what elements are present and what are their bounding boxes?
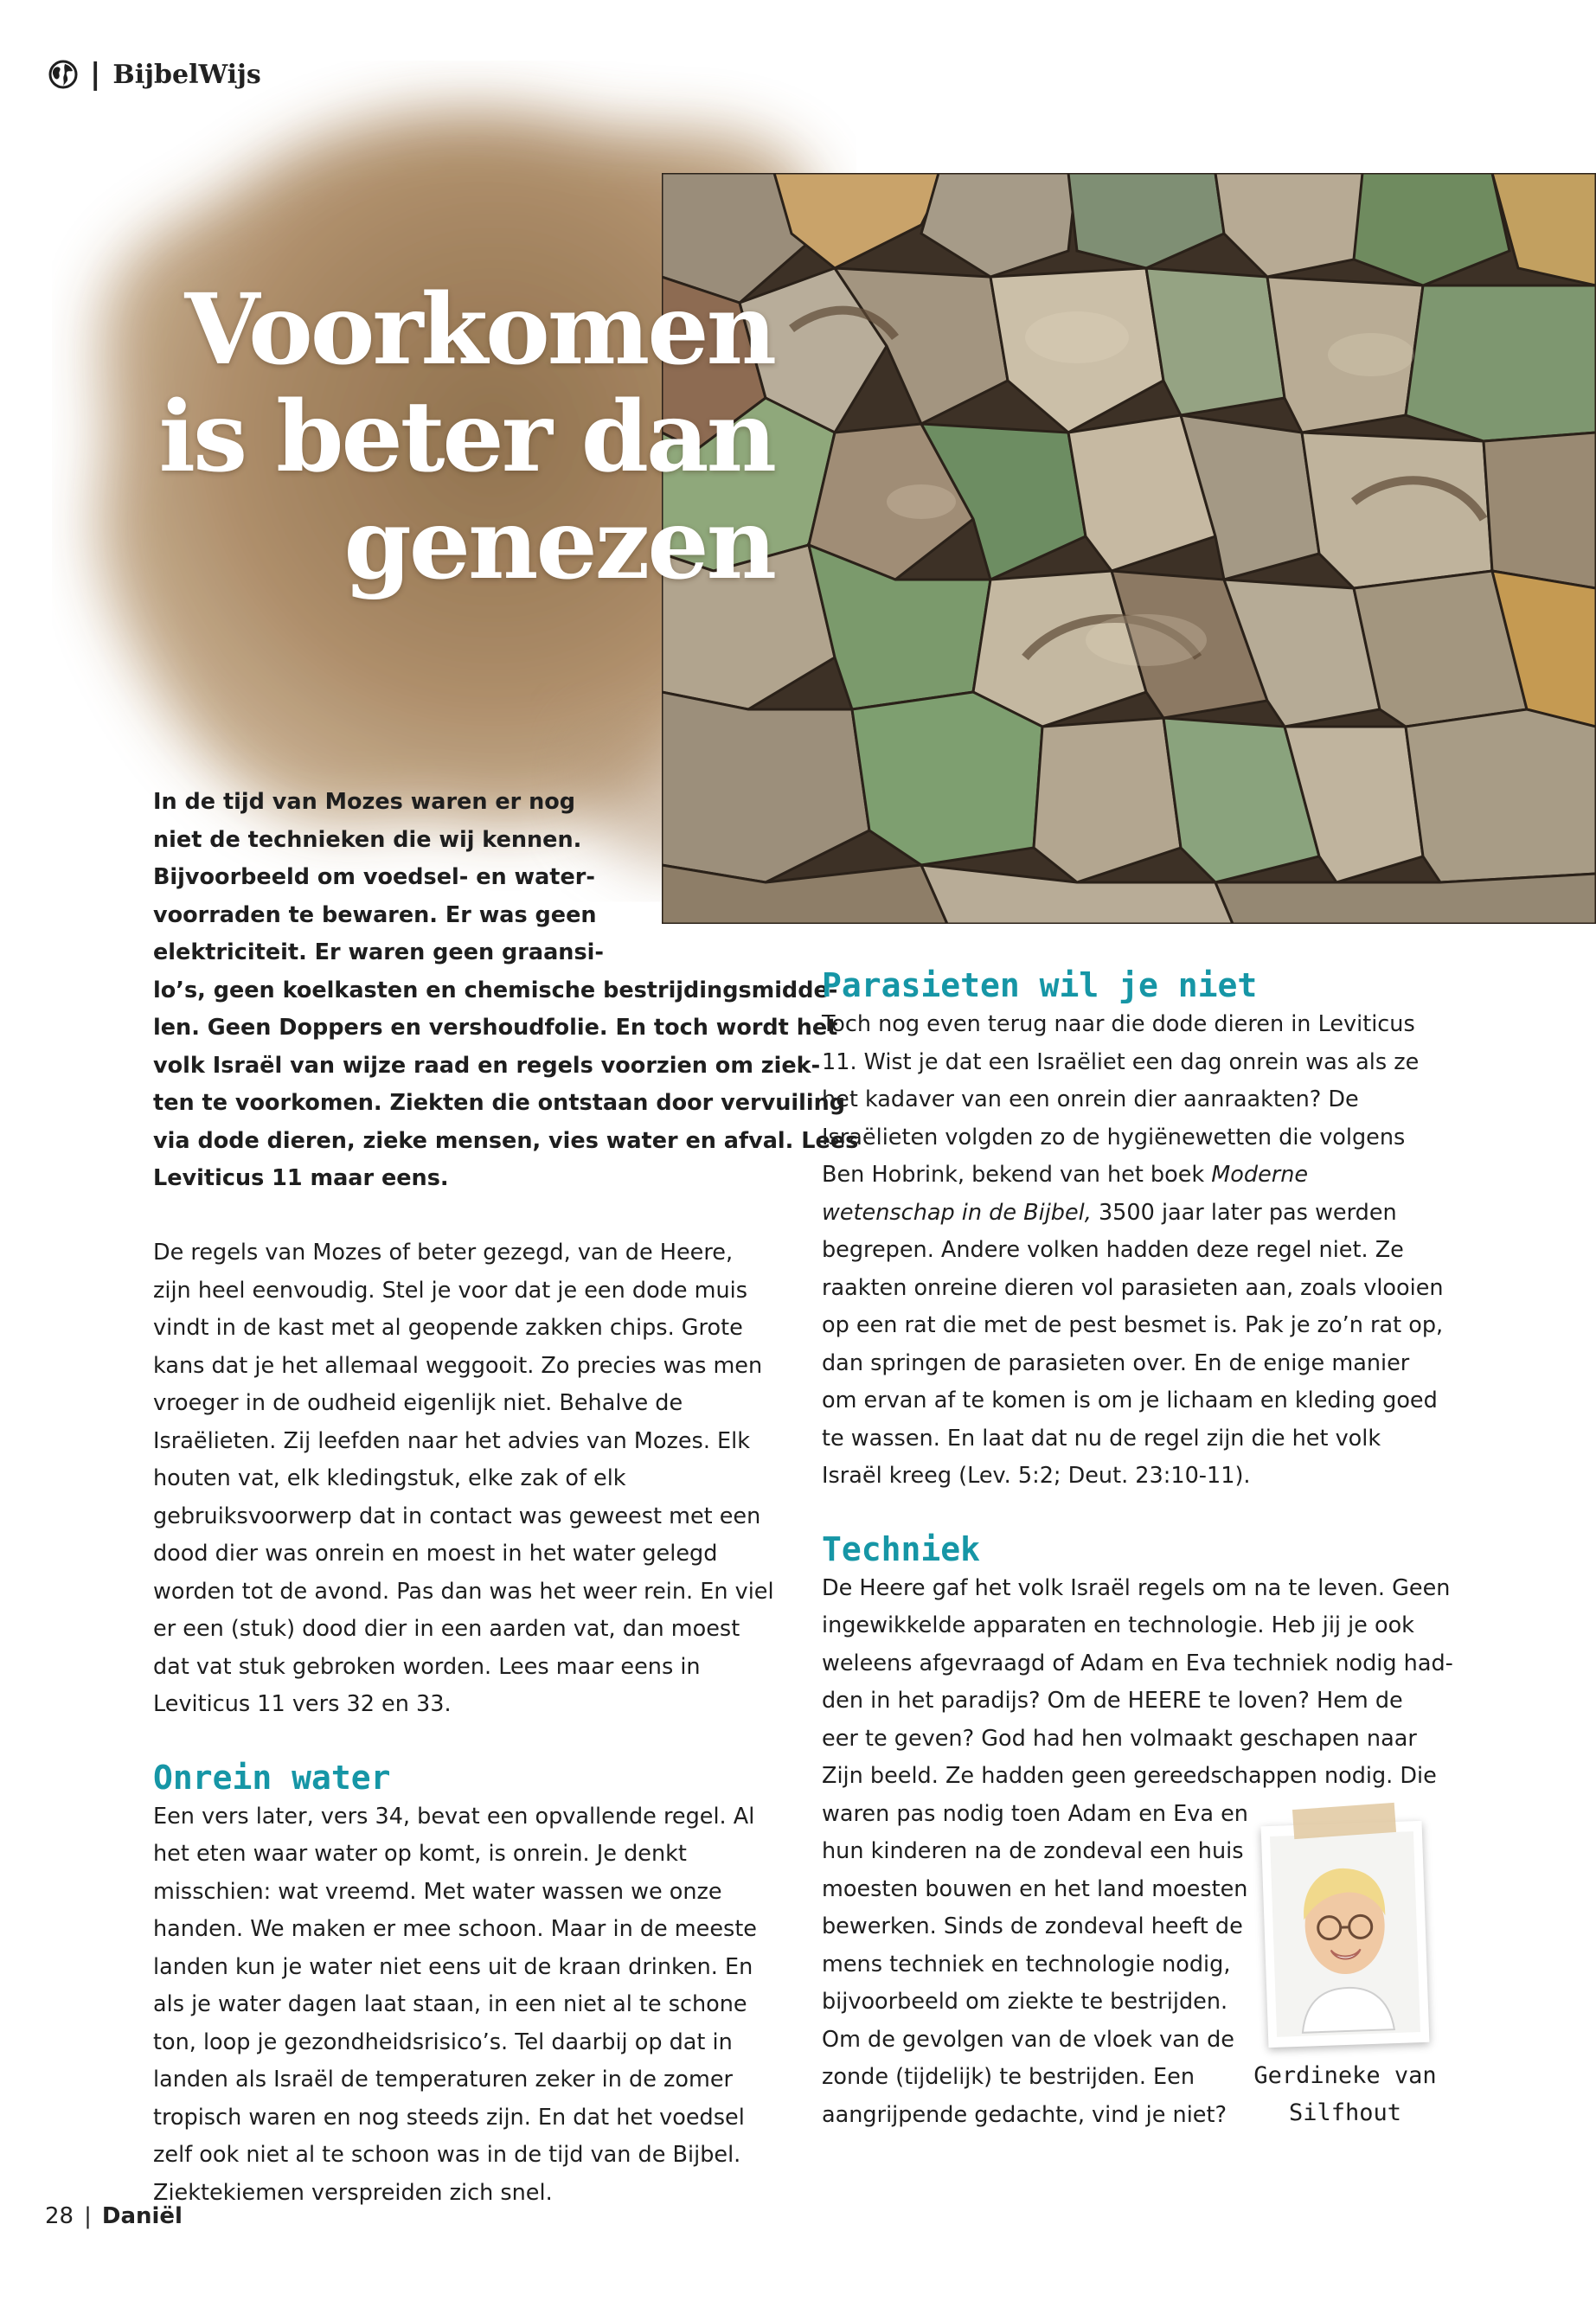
author-name: [1233, 2057, 1458, 2131]
section-name: BijbelWijs: [112, 59, 261, 90]
paragraph-line: aangrijpende gedachte, vind je niet?: [822, 2101, 1227, 2128]
intro-line: Leviticus 11 maar eens.: [153, 1165, 449, 1191]
paragraph-line: mens techniek en technologie nodig,: [822, 1951, 1231, 1977]
paragraph-line: zonde (tijdelijk) te bestrijden. Een: [822, 2064, 1195, 2090]
header-separator: |: [90, 57, 101, 92]
author-name-line: Silfhout: [1288, 2099, 1402, 2126]
magazine-name: Daniël: [101, 2203, 183, 2229]
intro-line: lo’s, geen koelkasten en chemische bestrijdingsmidde-: [153, 977, 838, 1003]
book-title: Moderne wetenschap in de Bijbel,: [822, 1162, 1309, 1226]
intro-line: via dode dieren, zieke mensen, vies water en afval. Lees: [153, 1127, 859, 1154]
footer-separator: |: [84, 2203, 92, 2229]
paragraph-line: bijvoorbeeld om ziekte te bestrijden.: [822, 1989, 1228, 2015]
paragraph-line: moesten bouwen en het land moesten: [822, 1875, 1248, 1902]
pottery-shards-photo: [662, 173, 1596, 924]
intro-line: volk Israël van wijze raad en regels voorzien om ziek-: [153, 1052, 821, 1079]
paragraph-line: weleens afgevraagd of Adam en Eva techniek nodig had-: [822, 1650, 1453, 1676]
paragraph-text: Toch nog even terug naar die dode dieren in Leviticus 11. Wist je dat een Israëliet een dag onrein was als ze het kadaver van een onrein dier aanraakten? De Israëlieten volgden zo de hygiënewetten die volgens Ben Hobrink, bekend van het boek: [822, 1011, 1420, 1188]
paragraph-line: hun kinderen na de zondeval een huis: [822, 1838, 1244, 1864]
intro-line: ten te voorkomen. Ziekten die ontstaan door vervuiling: [153, 1090, 845, 1116]
title-line: Voorkomen: [184, 273, 774, 387]
article-title: [130, 273, 774, 601]
paragraph-line: waren pas nodig toen Adam en Eva en: [822, 1800, 1248, 1827]
intro-paragraph: [153, 784, 859, 1198]
intro-line: voorraden te bewaren. Er was geen: [153, 901, 597, 928]
subheading-techniek: Techniek: [822, 1529, 981, 1568]
body-paragraph: Een vers later, vers 34, bevat een opvallende regel. Al het eten waar water op komt, is onrein. Je denkt misschien: wat vreemd. Met water wassen we onze handen. We maken er mee schoon. Maar in de meeste landen kun je water niet eens uit de kraan drinken. En als je water dagen laat staan, in een niet al te schone ton, loop je gezondheidsrisico’s. Tel daarbij op dat in landen als Israël de temperaturen zeker in de zomer tropisch waren en nog steeds zijn. En dat het voedsel zelf ook niet al te schoon was in de tijd van de Bijbel. Ziektekiemen verspreiden zich snel.: [153, 1803, 758, 2206]
title-line: genezen: [343, 488, 774, 601]
paragraph-line: De Heere gaf het volk Israël regels om na te leven. Geen: [822, 1574, 1451, 1601]
left-column: [153, 1234, 776, 2212]
page-number: 28: [45, 2203, 74, 2229]
author-name-line: Gerdineke van: [1253, 2062, 1437, 2089]
subheading-parasieten: Parasieten wil je niet: [822, 966, 1258, 1004]
body-paragraph: [822, 1006, 1445, 1496]
author-photo: [1261, 1821, 1430, 2048]
page-footer: [45, 2203, 183, 2229]
subheading-onrein-water: Onrein water: [153, 1758, 391, 1797]
body-paragraph: De regels van Mozes of beter gezegd, van de Heere, zijn heel eenvoudig. Stel je voor dat je een dode muis vindt in de kast met al geopende zakken chips. Grote kans dat je het allemaal weggooit. Zo precies was men vroeger in de oudheid eigenlijk niet. Behalve de Israëlieten. Zij leefden naar het advies van Mozes. Elk houten vat, elk kledingstuk, elke zak of elk gebruiksvoorwerp dat in contact was geweest met een dood dier was onrein en moest in het water gelegd worden tot de avond. Pas dan was het weer rein. En viel er een (stuk) dood dier in een aarden vat, dan moest dat vat stuk gebroken worden. Lees maar eens in Leviticus 11 vers 32 en 33.: [153, 1240, 774, 1717]
paragraph-line: ingewikkelde apparaten en technologie. Heb jij je ook: [822, 1612, 1414, 1638]
paragraph-line: den in het paradijs? Om de HEERE te loven? Hem de: [822, 1688, 1403, 1714]
intro-line: niet de technieken die wij kennen.: [153, 826, 582, 853]
paragraph-line: bewerken. Sinds de zondeval heeft de: [822, 1913, 1243, 1939]
title-line: is beter dan: [158, 381, 774, 494]
paragraph-text: 3500 jaar later pas werden begrepen. Andere volken hadden deze regel niet. Ze raakten onreine dieren vol parasieten aan, zoals vlooien op een rat die met de pest besmet is. Pak je zo’n rat op, dan springen de parasieten over. En de enige manier om ervan af te komen is om je lichaam en kleding goed te wassen. En laat dat nu de regel zijn die het volk Israël kreeg (Lev. 5:2; Deut. 23:10-11).: [822, 1199, 1444, 1489]
intro-line: Bijvoorbeeld om voedsel- en water-: [153, 864, 595, 890]
intro-line: In de tijd van Mozes waren er nog: [153, 789, 576, 815]
paragraph-line: Om de gevolgen van de vloek van de: [822, 2026, 1234, 2053]
paragraph-line: Zijn beeld. Ze hadden geen gereedschappen nodig. Die: [822, 1763, 1437, 1789]
intro-line: elektriciteit. Er waren geen graansi-: [153, 939, 604, 965]
intro-line: len. Geen Doppers en vershoudfolie. En toch wordt het: [153, 1015, 838, 1041]
author-portrait: [1261, 1821, 1430, 2048]
paragraph-line: eer te geven? God had hen volmaakt geschapen naar: [822, 1725, 1417, 1752]
